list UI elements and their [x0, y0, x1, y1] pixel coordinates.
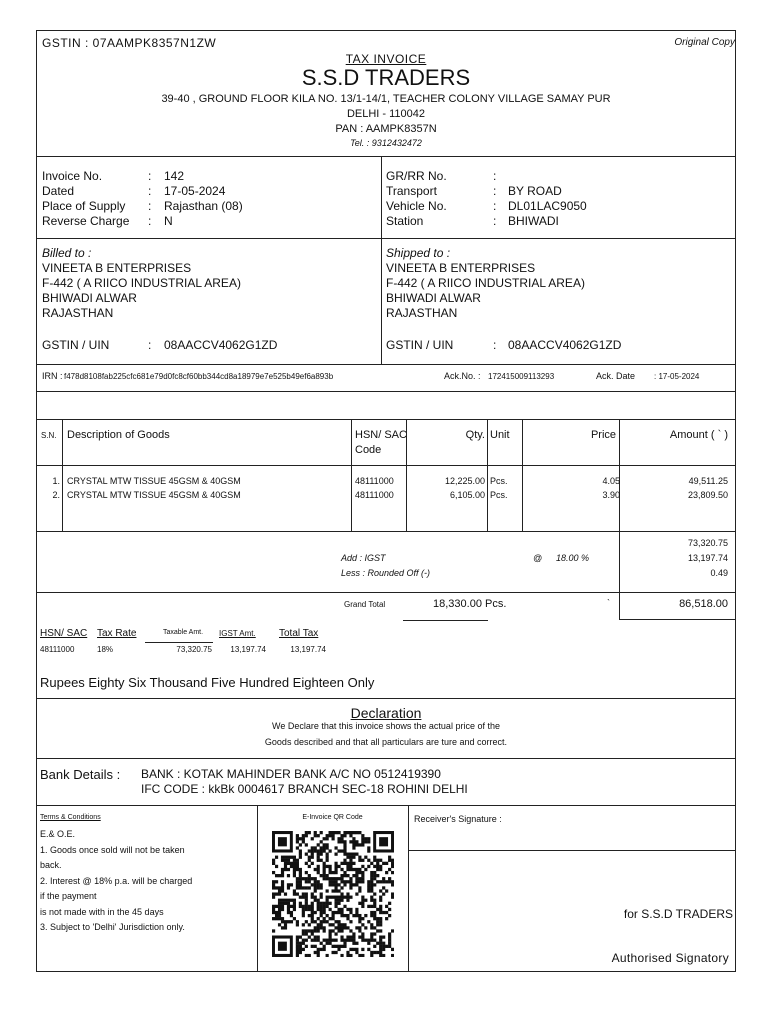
- shipped-to-address: BHIWADI ALWAR: [386, 291, 481, 305]
- company-address-line2: DELHI - 110042: [346, 108, 426, 120]
- igst-amount: 13,197.74: [687, 553, 728, 563]
- tax-row-hsn: 48111000: [40, 645, 75, 654]
- info-label: Invoice No.: [42, 169, 103, 183]
- info-label: Place of Supply: [42, 199, 126, 213]
- column-divider: [408, 805, 409, 972]
- col-price: Price: [590, 429, 616, 441]
- row-unit: Pcs.: [490, 490, 508, 500]
- divider: [36, 758, 736, 759]
- column-divider: [257, 805, 258, 972]
- tax-col-hsn: HSN/ SAC: [40, 628, 88, 639]
- amount-in-words: Rupees Eighty Six Thousand Five Hundred Eighteen Only: [40, 675, 375, 690]
- shipped-to-address: RAJASTHAN: [386, 306, 458, 320]
- info-colon: :: [493, 338, 497, 352]
- divider: [36, 531, 736, 532]
- row-sn: 1.: [52, 476, 60, 486]
- divider: [36, 419, 736, 420]
- invoice-number: 142: [164, 169, 185, 183]
- divider: [36, 592, 736, 593]
- info-colon: :: [493, 199, 497, 213]
- igst-at: @: [533, 553, 543, 563]
- bank-ifsc: IFC CODE : kkBk 0004617 BRANCH SEC-18 ROHINI DELHI: [141, 782, 468, 796]
- divider: [36, 465, 736, 466]
- divider: [381, 156, 382, 364]
- billed-to-heading: Billed to :: [42, 246, 92, 260]
- col-unit: Unit: [490, 429, 510, 441]
- info-label: Dated: [42, 184, 75, 198]
- info-label: Transport: [386, 184, 437, 198]
- irn-value: f478d8108fab225cfc681e79d0fc8cf60bb344cd8a18979e7e525b49ef6a893b: [64, 372, 334, 381]
- igst-label: Add : IGST: [341, 553, 386, 563]
- row-price: 3.90: [602, 490, 620, 500]
- shipped-to-heading: Shipped to :: [386, 246, 451, 260]
- qr-label: E-Invoice QR Code: [302, 814, 363, 821]
- reverse-charge: N: [164, 214, 173, 228]
- col-amount: Amount ( ` ): [669, 429, 728, 441]
- info-colon: :: [148, 199, 152, 213]
- divider: [36, 391, 736, 392]
- receiver-signature-label: Receiver's Signature :: [414, 814, 502, 824]
- ack-no: 172415009113293: [488, 372, 555, 381]
- round-off-label: Less : Rounded Off (-): [341, 568, 431, 578]
- terms-line: back.: [40, 860, 62, 870]
- declaration-text: Goods described and that all particulars are ture and correct.: [264, 737, 508, 747]
- underline: [145, 642, 213, 643]
- bank-label: Bank Details :: [40, 767, 121, 782]
- doc-title: TAX INVOICE: [345, 52, 427, 66]
- tax-col-taxable: Taxable Amt.: [163, 629, 204, 636]
- igst-rate: 18.00 %: [556, 553, 590, 563]
- copy-label: Original Copy: [674, 37, 735, 48]
- row-unit: Pcs.: [490, 476, 508, 486]
- divider: [36, 364, 736, 365]
- info-colon: :: [148, 338, 152, 352]
- billed-to-name: VINEETA B ENTERPRISES: [42, 261, 192, 275]
- tax-col-igst: IGST Amt.: [219, 629, 256, 638]
- terms-line: 3. Subject to 'Delhi' Jurisdiction only.: [40, 922, 185, 932]
- divider: [36, 805, 736, 806]
- ack-date: : 17-05-2024: [654, 372, 700, 381]
- terms-line: 2. Interest @ 18% p.a. will be charged: [40, 876, 193, 886]
- billed-to-gstin-label: GSTIN / UIN: [42, 338, 110, 352]
- terms-line: is not made with in the 45 days: [40, 907, 164, 917]
- grand-total-label: Grand Total: [344, 600, 386, 609]
- info-colon: :: [148, 214, 152, 228]
- info-colon: :: [493, 184, 497, 198]
- info-colon: :: [148, 184, 152, 198]
- currency-mark: `: [607, 598, 610, 608]
- round-off-amount: 0.49: [710, 568, 728, 578]
- billed-to-address: F-442 ( A RIICO INDUSTRIAL AREA): [42, 276, 241, 290]
- row-description: CRYSTAL MTW TISSUE 45GSM & 40GSM: [67, 476, 241, 486]
- tax-row-rate: 18%: [97, 645, 114, 654]
- bank-account: BANK : KOTAK MAHINDER BANK A/C NO 0512419390: [141, 767, 441, 781]
- column-divider: [522, 419, 523, 531]
- row-amount: 49,511.25: [688, 476, 728, 486]
- column-divider: [62, 419, 63, 531]
- tax-row-taxable: 73,320.75: [176, 645, 212, 654]
- col-description: Description of Goods: [67, 429, 170, 441]
- column-divider: [619, 531, 620, 619]
- grand-total-qty: 18,330.00 Pcs.: [433, 598, 507, 610]
- divider: [36, 698, 736, 699]
- subtotal-amount: 73,320.75: [687, 538, 728, 548]
- ack-date-label: Ack. Date: [596, 371, 636, 381]
- underline: [619, 619, 736, 620]
- authorised-signatory: Authorised Signatory: [611, 951, 729, 965]
- column-divider: [619, 419, 620, 531]
- vehicle-number: DL01LAC9050: [508, 199, 587, 213]
- seller-gstin: GSTIN : 07AAMPK8357N1ZW: [42, 36, 217, 50]
- declaration-title: Declaration: [350, 705, 422, 721]
- col-hsn-code: Code: [355, 444, 382, 456]
- shipped-to-gstin: 08AACCV4062G1ZD: [508, 338, 622, 352]
- divider: [408, 850, 736, 851]
- invoice-date: 17-05-2024: [164, 184, 226, 198]
- info-label: Vehicle No.: [386, 199, 447, 213]
- place-of-supply: Rajasthan (08): [164, 199, 243, 213]
- ack-no-label: Ack.No. :: [444, 371, 481, 381]
- row-amount: 23,809.50: [687, 490, 728, 500]
- tax-row-total: 13,197.74: [290, 645, 326, 654]
- terms-line: E.& O.E.: [40, 829, 76, 839]
- qr-code-icon: [272, 831, 394, 957]
- info-colon: :: [493, 169, 497, 183]
- col-qty: Qty.: [465, 429, 485, 441]
- grand-total-amount: 86,518.00: [679, 598, 728, 610]
- terms-line: 1. Goods once sold will not be taken: [40, 845, 185, 855]
- company-tel: Tel. : 9312432472: [350, 138, 422, 148]
- transport: BY ROAD: [508, 184, 562, 198]
- shipped-to-address: F-442 ( A RIICO INDUSTRIAL AREA): [386, 276, 585, 290]
- info-label: GR/RR No.: [386, 169, 447, 183]
- divider: [36, 156, 736, 157]
- tax-col-rate: Tax Rate: [97, 628, 137, 639]
- shipped-to-name: VINEETA B ENTERPRISES: [386, 261, 536, 275]
- info-label: Reverse Charge: [42, 214, 130, 228]
- column-divider: [487, 419, 488, 531]
- shipped-to-gstin-label: GSTIN / UIN: [386, 338, 454, 352]
- row-qty: 6,105.00: [449, 490, 485, 500]
- for-company: for S.S.D TRADERS: [623, 907, 733, 921]
- info-label: Station: [386, 214, 424, 228]
- row-description: CRYSTAL MTW TISSUE 45GSM & 40GSM: [67, 490, 241, 500]
- row-price: 4.05: [602, 476, 620, 486]
- billed-to-address: BHIWADI ALWAR: [42, 291, 137, 305]
- terms-title: Terms & Conditions: [40, 814, 101, 821]
- underline: [403, 620, 488, 621]
- terms-line: if the payment: [40, 891, 97, 901]
- col-hsn: HSN/ SAC: [355, 429, 407, 441]
- row-hsn: 48111000: [355, 490, 394, 500]
- company-name: S.S.D TRADERS: [301, 65, 471, 90]
- declaration-text: We Declare that this invoice shows the actual price of the: [272, 721, 500, 731]
- billed-to-gstin: 08AACCV4062G1ZD: [164, 338, 278, 352]
- billed-to-address: RAJASTHAN: [42, 306, 114, 320]
- station: BHIWADI: [508, 214, 559, 228]
- company-address-line1: 39-40 , GROUND FLOOR KILA NO. 13/1-14/1, TEACHER COLONY VILLAGE SAMAY PUR: [161, 93, 611, 105]
- info-colon: :: [493, 214, 497, 228]
- column-divider: [351, 419, 352, 531]
- divider: [36, 238, 736, 239]
- col-sn: S.N.: [41, 431, 57, 440]
- info-colon: :: [148, 169, 152, 183]
- tax-col-total: Total Tax: [279, 628, 319, 639]
- row-qty: 12,225.00: [444, 476, 485, 486]
- row-hsn: 48111000: [355, 476, 394, 486]
- company-pan: PAN : AAMPK8357N: [335, 123, 437, 135]
- irn-label: IRN :: [42, 371, 63, 381]
- tax-row-igst: 13,197.74: [230, 645, 266, 654]
- row-sn: 2.: [52, 490, 60, 500]
